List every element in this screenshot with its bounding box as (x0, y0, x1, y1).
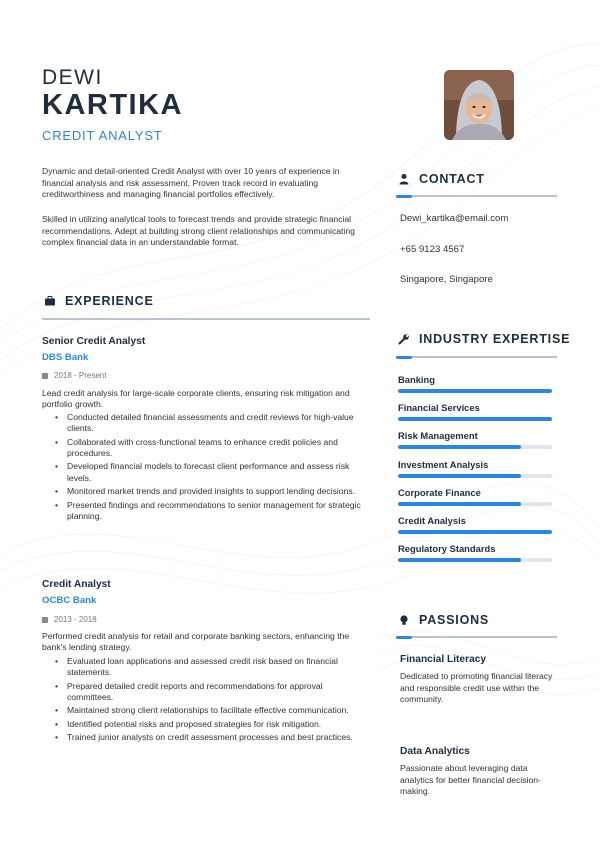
contact-heading (398, 172, 485, 186)
job-1-dates-text: 2018 - Present (54, 371, 107, 380)
skill-level-bar (398, 530, 552, 534)
job-1-company: DBS Bank (42, 352, 89, 363)
skill-name: Financial Services (398, 402, 480, 414)
summary-paragraph-2: Skilled in utilizing analytical tools to forecast trends and provide strategic financial recommendations. Adept at building strong client relationships and communicating complex financial data in an understandable format. (42, 214, 355, 248)
skill-level-bar (398, 389, 552, 393)
skill-level-fill (398, 445, 521, 449)
passion-1-title: Financial Literacy (400, 654, 487, 665)
person-icon (398, 173, 410, 185)
skill-level-fill (398, 417, 552, 421)
job-2-bullet: • Maintained strong client relationships to facilitate effective communication. (55, 705, 367, 716)
job-1-bullets (55, 412, 367, 524)
skill-level-bar (398, 445, 552, 449)
job-2-title: Credit Analyst (42, 579, 111, 590)
passion-1-description: Dedicated to promoting financial literacy and responsible credit use within the community. (400, 671, 553, 705)
skill-name: Investment Analysis (398, 458, 489, 470)
skill-name: Corporate Finance (398, 486, 481, 498)
skill-level-fill (398, 530, 552, 534)
job-2-dates (42, 615, 97, 624)
passions-heading-label: PASSIONS (419, 613, 490, 627)
expertise-divider (396, 356, 557, 358)
job-1-bullet: • Presented findings and recommendations to senior management for strategic planning. (55, 500, 367, 522)
contact-phone[interactable]: +65 9123 4567 (400, 244, 465, 255)
skill-level-bar (398, 558, 552, 562)
job-2-bullet: • Evaluated loan applications and assessed credit risk based on financial statements. (55, 656, 367, 678)
skill-name: Banking (398, 374, 435, 385)
contact-location: Singapore, Singapore (400, 274, 493, 285)
passions-divider (396, 636, 557, 638)
skill-level-bar (398, 502, 552, 506)
contact-email[interactable]: Dewi_kartika@email.com (400, 213, 509, 224)
job-title: CREDIT ANALYST (42, 128, 163, 143)
last-name: KARTIKA (42, 89, 183, 121)
portrait-illustration (444, 70, 514, 140)
expertise-heading (398, 332, 570, 346)
skill-level-bar (398, 417, 552, 421)
briefcase-icon (44, 295, 56, 307)
passion-2-title: Data Analytics (400, 746, 470, 757)
profile-photo (444, 70, 514, 140)
skill-level-fill (398, 474, 521, 478)
calendar-icon (42, 617, 48, 623)
wrench-icon (398, 333, 410, 345)
skill-name: Regulatory Standards (398, 543, 496, 555)
first-name: DEWI (42, 66, 103, 89)
calendar-icon (42, 373, 48, 379)
experience-divider (42, 318, 370, 320)
skill-level-fill (398, 558, 521, 562)
contact-divider-accent (396, 195, 412, 198)
job-2-bullet: • Prepared detailed credit reports and recommendations for approval committees. (55, 681, 367, 703)
contact-divider (396, 195, 557, 197)
skill-name: Credit Analysis (398, 515, 466, 526)
job-1-dates (42, 371, 106, 380)
skill-level-fill (398, 502, 521, 506)
passion-2-description: Passionate about leveraging data analytics for better financial decision-making. (400, 763, 541, 797)
summary-paragraph-1: Dynamic and detail-oriented Credit Analyst with over 10 years of experience in financial analysis and risk assessment. Proven track record in evaluating creditworthiness and managing financial portfolios effectively. (42, 166, 340, 200)
passions-divider-accent (396, 636, 412, 639)
experience-heading-label: EXPERIENCE (65, 294, 154, 308)
job-2-dates-text: 2013 - 2018 (54, 615, 97, 624)
skill-name: Risk Management (398, 430, 478, 442)
job-2-bullet: • Trained junior analysts on credit assessment processes and best practices. (55, 732, 367, 743)
job-1-bullet: • Developed financial models to forecast client performance and assess risk levels. (55, 461, 367, 483)
job-1-bullet: • Monitored market trends and provided insights to support lending decisions. (55, 486, 367, 497)
job-1-title: Senior Credit Analyst (42, 336, 146, 347)
lightbulb-icon (398, 614, 410, 626)
expertise-heading-label: INDUSTRY EXPERTISE (419, 332, 571, 346)
job-2-company: OCBC Bank (42, 595, 97, 606)
job-1-description: Lead credit analysis for large-scale corporate clients, ensuring risk mitigation and portfolio growth. (42, 388, 350, 410)
skill-level-fill (398, 389, 552, 393)
contact-heading-label: CONTACT (419, 172, 485, 186)
experience-heading (44, 294, 154, 308)
job-2-bullet: • Identified potential risks and proposed strategies for risk mitigation. (55, 719, 367, 730)
job-2-bullets (55, 656, 367, 746)
skill-level-bar (398, 474, 552, 478)
expertise-divider-accent (396, 356, 412, 359)
job-1-bullet: • Collaborated with cross-functional teams to enhance credit policies and procedures. (55, 437, 367, 459)
job-1-bullet: • Conducted detailed financial assessments and credit reviews for high-value clients. (55, 412, 367, 434)
job-2-description: Performed credit analysis for retail and corporate banking sectors, enhancing the bank's lending strategy. (42, 631, 350, 653)
passions-heading (398, 613, 489, 627)
